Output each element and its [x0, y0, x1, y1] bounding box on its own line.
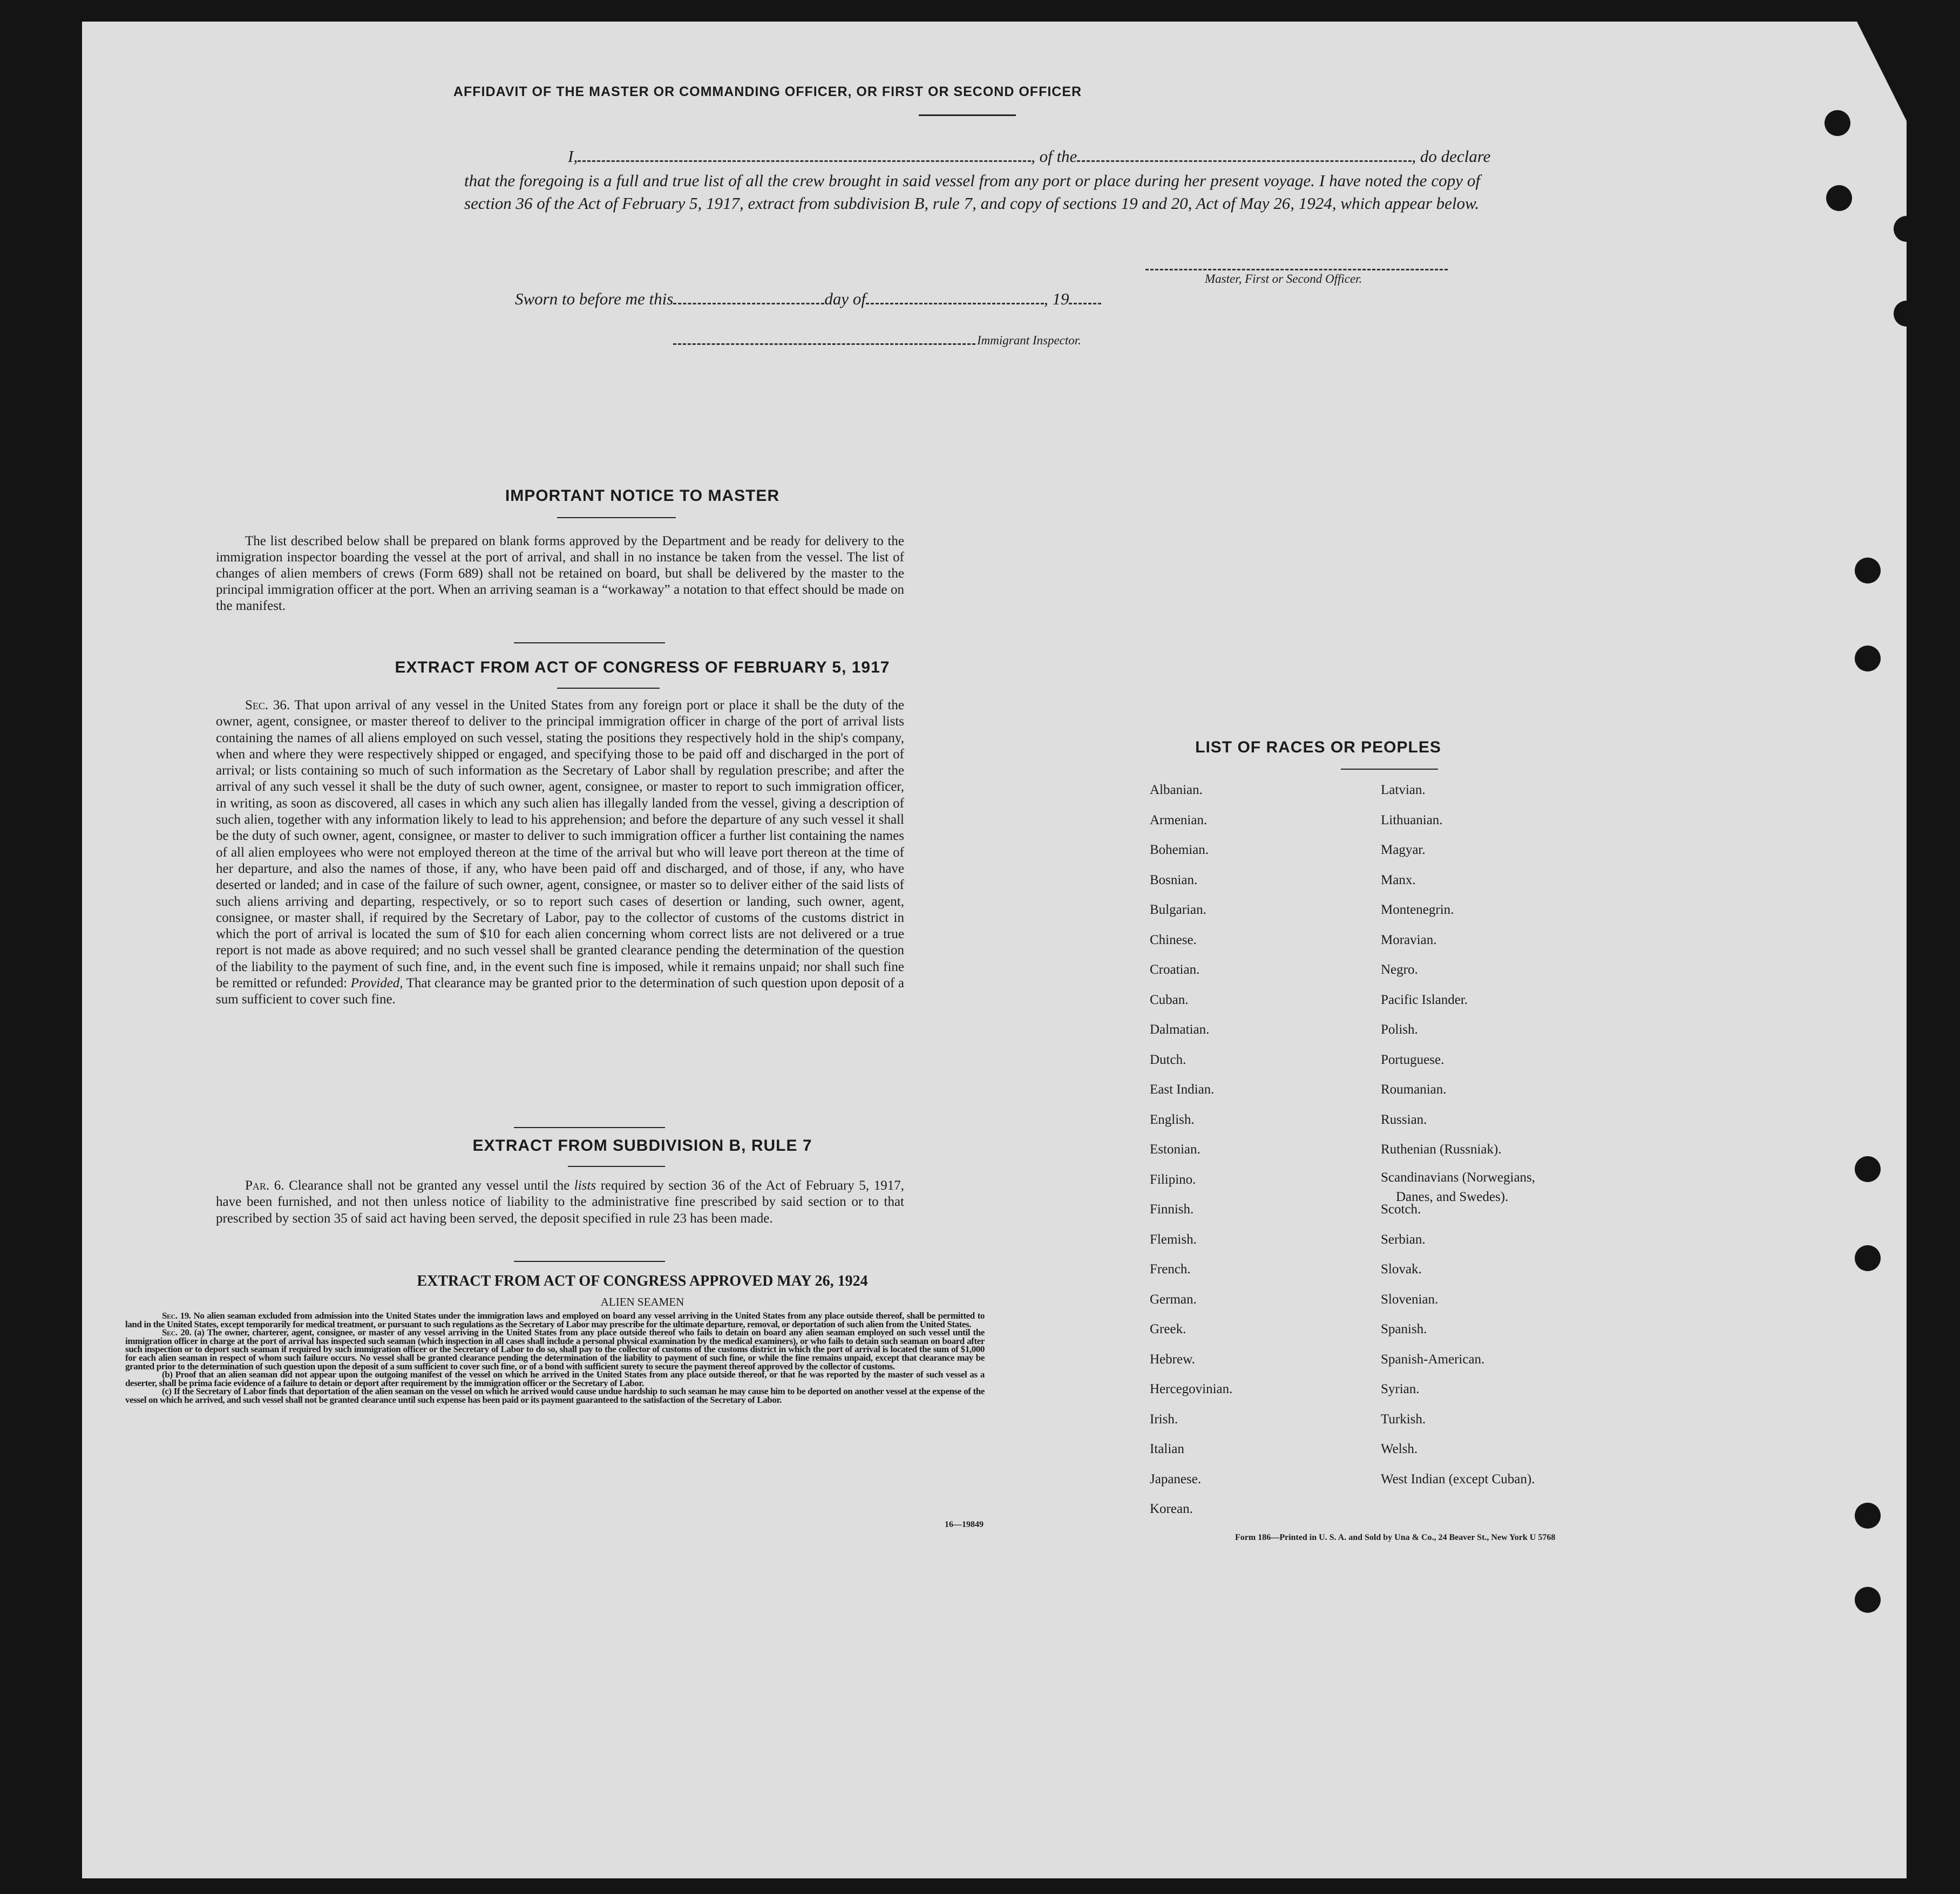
sworn-year-blank[interactable]: [1069, 303, 1101, 304]
race-item: Spanish.: [1381, 1322, 1427, 1336]
race-item: Bosnian.: [1150, 873, 1198, 887]
sworn-prefix: Sworn to before me this: [515, 289, 674, 308]
extract-1917-end-rule: [514, 1127, 665, 1128]
race-item: Montenegrin.: [1381, 902, 1454, 917]
race-item: Syrian.: [1381, 1382, 1420, 1396]
race-item: Cuban.: [1150, 993, 1189, 1007]
race-item: French.: [1150, 1262, 1191, 1277]
race-item: Russian.: [1381, 1112, 1427, 1127]
race-item: Turkish.: [1381, 1412, 1426, 1427]
race-item: Moravian.: [1381, 933, 1437, 947]
declaration-text: that the foregoing is a full and true list of all the crew brought in said vessel from any port or place during her present voyage. I have noted the copy of section 36 of the Act of February 5, 1917, extract from subdivision B, rule 7, and copy of sections 19 and 20, Act of May 26, 1924, which appear below.: [464, 171, 1480, 213]
race-item: Italian: [1150, 1442, 1184, 1456]
race-item: East Indian.: [1150, 1082, 1215, 1097]
sec-36-label: Sec. 36.: [245, 698, 290, 712]
extract-1924-subtitle: ALIEN SEAMEN: [600, 1295, 684, 1308]
binder-hole-4: [1894, 301, 1920, 327]
binder-hole-2: [1826, 185, 1852, 211]
race-item: Flemish.: [1150, 1232, 1197, 1247]
race-item: Spanish-American.: [1381, 1352, 1485, 1367]
race-item: Dalmatian.: [1150, 1022, 1210, 1037]
extract-1924-title: EXTRACT FROM ACT OF CONGRESS APPROVED MAY 26, 1924: [417, 1273, 868, 1289]
sworn-line: [515, 289, 1101, 309]
race-item: English.: [1150, 1112, 1195, 1127]
notice-title: IMPORTANT NOTICE TO MASTER: [505, 487, 780, 505]
binder-hole-6: [1855, 646, 1881, 671]
race-item: Negro.: [1381, 962, 1418, 977]
race-item: Slovak.: [1381, 1262, 1422, 1277]
master-signature-label: Master, First or Second Officer.: [1205, 272, 1362, 286]
races-title: LIST OF RACES OR PEOPLES: [1195, 738, 1441, 756]
race-item: Finnish.: [1150, 1202, 1194, 1217]
provided-word: Provided,: [350, 976, 403, 991]
par-6-text-a: Clearance shall not be granted any vessel until the: [289, 1178, 570, 1193]
race-item: Serbian.: [1381, 1232, 1426, 1247]
sworn-day-of: day of: [824, 289, 866, 308]
document-page: [82, 22, 1907, 1878]
race-item: Bohemian.: [1150, 843, 1209, 857]
race-item: Croatian.: [1150, 962, 1200, 977]
extract-rule7-title: EXTRACT FROM SUBDIVISION B, RULE 7: [472, 1137, 812, 1155]
master-name-blank[interactable]: [578, 160, 1031, 162]
race-item: Japanese.: [1150, 1472, 1202, 1486]
race-item: Armenian.: [1150, 813, 1208, 827]
sec-20c-paragraph: (c) If the Secretary of Labor finds that deportation of the alien seaman on the vessel on which he arrived would cause undue hardship to such seaman he may cause him to be deported on another vessel at the expense of the vessel on which he arrived, and such vessel shall not be granted clearance until such expense has been paid or its payment guaranteed to the satisfaction of the Secretary of Labor.: [125, 1386, 985, 1405]
race-item: Manx.: [1381, 873, 1416, 887]
sec-36-text-end: That clearance may be granted prior to the determination of such question upon deposit of a sum sufficient to cover such fine.: [216, 976, 904, 1007]
declaration-line: [514, 147, 1561, 166]
affidavit-title: AFFIDAVIT OF THE MASTER OR COMMANDING OFFICER, OR FIRST OR SECOND OFFICER: [453, 84, 1082, 99]
race-item: Polish.: [1381, 1022, 1418, 1037]
race-item: Greek.: [1150, 1322, 1186, 1336]
binder-hole-7: [1855, 1156, 1881, 1182]
sec-20b-paragraph: (b) Proof that an alien seaman did not appear upon the outgoing manifest of the vessel on which he arrived in the United States from any place outside thereof, or that he was reported by the master of such vessel as a deserter, shall be prima facie evidence of a failure to detain or deport after requirement by the immigration officer or the Secretary of Labor.: [125, 1369, 985, 1388]
race-item: Welsh.: [1381, 1442, 1418, 1456]
notice-end-rule: [514, 642, 665, 643]
race-item: Pacific Islander.: [1381, 993, 1468, 1007]
race-item: Roumanian.: [1381, 1082, 1447, 1097]
race-item: Scotch.: [1381, 1202, 1421, 1217]
declare-i: I,: [568, 147, 578, 166]
race-item: Albanian.: [1150, 783, 1203, 797]
race-item: Filipino.: [1150, 1172, 1196, 1187]
race-item: Korean.: [1150, 1502, 1193, 1516]
extract-1924-text: [125, 1312, 985, 1404]
sec-19-label: Sec. 19.: [162, 1311, 191, 1321]
binder-hole-5: [1855, 558, 1881, 583]
binder-hole-10: [1855, 1587, 1881, 1613]
races-title-rule: [1341, 769, 1438, 770]
race-item: Latvian.: [1381, 783, 1426, 797]
race-item: Hercegovinian.: [1150, 1382, 1233, 1396]
form-note: Form 186—Printed in U. S. A. and Sold by Una & Co., 24 Beaver St., New York U 5768: [1235, 1533, 1556, 1542]
race-item: Portuguese.: [1381, 1053, 1444, 1067]
torn-corner: [1857, 22, 1911, 130]
race-item: German.: [1150, 1292, 1197, 1307]
race-item: Estonian.: [1150, 1142, 1201, 1157]
sec-20a-text: (a) The owner, charterer, agent, consignee, or master of any vessel arriving in the United States from any place outside thereof who fails to detain on board any alien seaman employed on such vessel until the immigration officer in charge at the port of arrival has inspected such seaman (which inspection in all cases shall include a personal physical examination by the medical examiners), or who fails to detain such seaman on board after such inspection or to deport such seaman if required by such immigration officer or the Secretary of Labor to do so, shall pay to the collector of customs of the customs district in which the port of arrival is located the sum of $1,000 for each alien seaman in respect of whom such failure occurs. No vessel shall be granted clearance pending the determination of the liability to payment of such fine, or while the fine remains unpaid, except that clearance may be granted prior to the determination of such question upon the deposit of a sum sufficient to cover such fine, or of a bond with sufficient surety to secure the payment thereof approved by the collector of customs.: [125, 1327, 985, 1372]
par-6-label: Par. 6.: [245, 1178, 284, 1193]
extract-rule7-text: [216, 1178, 904, 1227]
extract-1917-title-rule: [557, 688, 660, 689]
binder-hole-1: [1825, 110, 1850, 136]
sworn-day-blank[interactable]: [673, 303, 824, 304]
sec-20a-paragraph: [125, 1328, 985, 1370]
sec-36-text: That upon arrival of any vessel in the United States from any foreign port or place it shall be the duty of the owner, agent, consignee, or master thereof to deliver to the principal immigration officer in charge of the port of arrival lists containing the names of all aliens employed on such vessel, stating the positions they respectively hold in the ship's company, when and where they were respectively shipped or engaged, and specifying those to be paid off and discharged in the port of arrival; or lists containing so much of such information as the Secretary of Labor shall by regulation prescribe; and after the arrival of any such vessel it shall be the duty of such owner, agent, consignee, or master to report to such immigration officer, in writing, as soon as discovered, all cases in which any such alien has illegally landed from the vessel, giving a description of such alien, together with any information likely to lead to his apprehension; and before the departure of any such vessel it shall be the duty of such owner, agent, consignee, or master to deliver to such immigration officer a further list containing the names of all alien employees who were not employed thereon at the time of the arrival but who will leave port thereon at the time of her departure, and also the names of those, if any, who have been paid off and discharged, and of those, if any, who have deserted or landed; and in case of the failure of such owner, agent, consignee, or master so to deliver either of the said lists of such aliens arriving and departing, respectively, or so to report such cases of desertion or landing, such owner, agent, consignee, or master shall, if required by the Secretary of Labor, pay to the collector of customs of the customs district in which the port of arrival is located the sum of $10 for each alien concerning whom correct lists are not delivered or a true report is not made as above required; and no such vessel shall be granted clearance pending the determination of the question of the liability to the payment of such fine, and, in the event such fine is imposed, while it remains unpaid; nor shall such fine be remitted or refunded:: [216, 698, 904, 991]
race-item: West Indian (except Cuban).: [1381, 1472, 1535, 1486]
master-signature-line[interactable]: [1145, 269, 1448, 270]
race-item: Dutch.: [1150, 1053, 1186, 1067]
extract-1917-text: [216, 697, 904, 1008]
race-item: Danes, and Swedes).: [1396, 1190, 1509, 1204]
extract-rule7-end-rule: [514, 1261, 665, 1262]
lists-word: lists: [574, 1178, 596, 1193]
declare-do-declare: , do declare: [1412, 147, 1491, 166]
extract-1917-title: EXTRACT FROM ACT OF CONGRESS OF FEBRUARY 5, 1917: [395, 659, 890, 676]
race-item: Chinese.: [1150, 933, 1197, 947]
race-item: Hebrew.: [1150, 1352, 1195, 1367]
sec-20-label: Sec. 20.: [162, 1327, 192, 1338]
extract-rule7-title-rule: [568, 1166, 665, 1167]
binder-hole-9: [1855, 1503, 1881, 1529]
sworn-month-blank[interactable]: [866, 303, 1044, 304]
race-item: Magyar.: [1381, 843, 1426, 857]
race-item: Slovenian.: [1381, 1292, 1439, 1307]
notice-text: The list described below shall be prepared on blank forms approved by the Department and be ready for delivery to the immigration inspector boarding the vessel at the port of arrival, and shall in no instance be taken from the vessel. The list of changes of alien members of crews (Form 689) shall not be retained on board, but shall be delivered by the master to the principal immigration officer at the port. When an arriving seaman is a “workaway” a notation to that effect should be made on the manifest.: [216, 534, 904, 613]
race-item: Ruthenian (Russniak).: [1381, 1142, 1502, 1157]
race-item: Lithuanian.: [1381, 813, 1443, 827]
affidavit-title-rule: [919, 114, 1016, 116]
sec-19-paragraph: [125, 1312, 985, 1328]
declare-of-the: , of the: [1031, 147, 1077, 166]
sec-19-text: No alien seaman excluded from admission into the United States under the immigration laws and employed on board any vessel arriving in the United States from any place outside thereof, shall be permitted to land in the United States, except temporarily for medical treatment, or pursuant to such regulations as the Secretary of Labor may prescribe for the ultimate departure, removal, or deportation of such alien from the United States.: [125, 1311, 985, 1329]
race-item: Bulgarian.: [1150, 902, 1206, 917]
sworn-year: , 19: [1043, 289, 1069, 308]
par-6-text-b: required by section 36 of the Act of February 5, 1917, have been furnished, and not then unless notice of liability to the administrative fine prescribed by said section or to that prescribed by section 35 of said act having been served, the deposit specified in rule 23 has been made.: [216, 1178, 904, 1226]
race-item: Scandinavians (Norwegians,: [1381, 1170, 1536, 1185]
binder-hole-3: [1894, 216, 1920, 242]
vessel-name-blank[interactable]: [1077, 160, 1412, 162]
race-item: Irish.: [1150, 1412, 1178, 1427]
binder-hole-8: [1855, 1245, 1881, 1271]
inspector-signature-line[interactable]: [673, 343, 975, 345]
inspector-label: Immigrant Inspector.: [977, 334, 1081, 347]
print-code: 16—19849: [945, 1520, 984, 1529]
notice-title-rule: [557, 517, 676, 518]
